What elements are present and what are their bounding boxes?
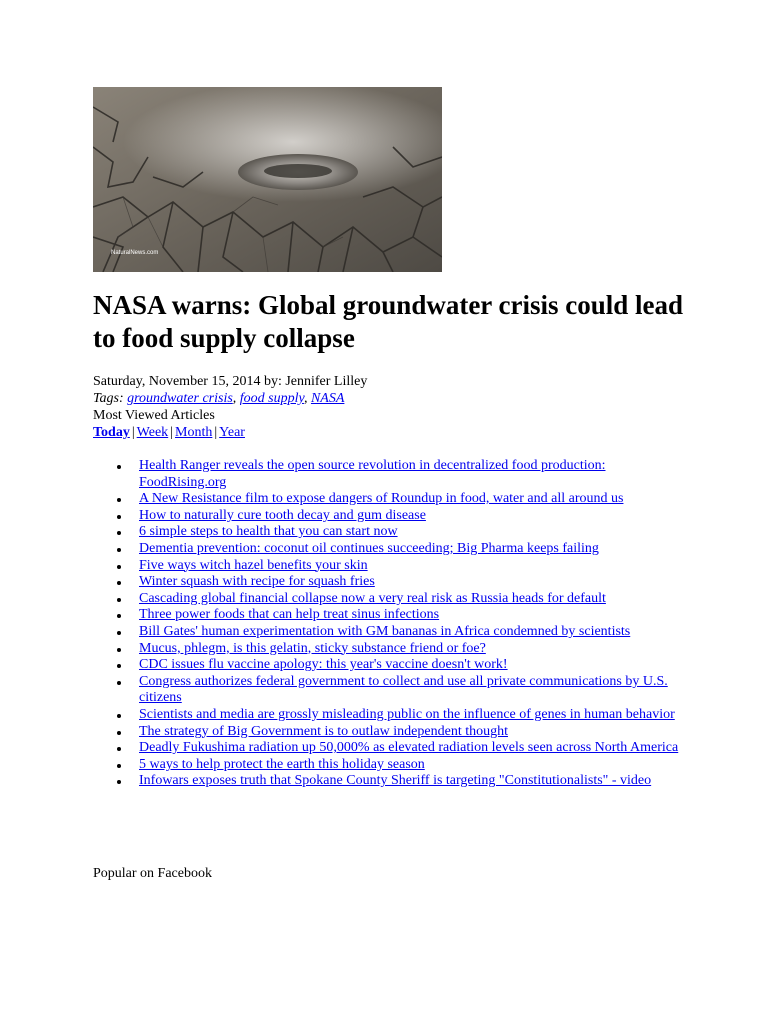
list-item	[93, 624, 683, 641]
tag-link[interactable]: NASA	[310, 391, 345, 406]
list-item	[93, 757, 683, 774]
list-item	[93, 524, 683, 541]
tab-separator: |	[214, 425, 218, 440]
list-item	[93, 773, 683, 790]
image-credit: NaturalNews.com	[111, 250, 159, 256]
article-link[interactable]: 5 ways to help protect the earth this holiday season	[139, 756, 425, 772]
tab-separator: |	[131, 425, 135, 440]
article-title: NASA warns: Global groundwater crisis could lead to food supply collapse	[93, 290, 684, 353]
list-item	[93, 458, 683, 491]
list-item	[93, 641, 683, 658]
list-item	[93, 574, 683, 591]
list-item	[93, 607, 683, 624]
article-link[interactable]: Dementia prevention: coconut oil continues succeeding; Big Pharma keeps failing	[139, 540, 599, 556]
tab-year[interactable]: Year	[219, 425, 245, 440]
article-link[interactable]: How to naturally cure tooth decay and gum disease	[139, 507, 426, 523]
list-item	[93, 724, 683, 741]
article-link[interactable]: Mucus, phlegm, is this gelatin, sticky substance friend or foe?	[139, 640, 486, 656]
article-link[interactable]: Congress authorizes federal government to collect and use all private communications by U.S. citizens	[139, 673, 668, 706]
tag-link[interactable]: food supply	[239, 391, 304, 406]
date-byline: Saturday, November 15, 2014 by: Jennifer Lilley	[93, 374, 368, 389]
hero-image	[93, 87, 442, 272]
popular-on-facebook-heading: Popular on Facebook	[93, 866, 212, 881]
article-link[interactable]: Bill Gates' human experimentation with GM bananas in Africa condemned by scientists	[139, 623, 631, 639]
list-item	[93, 707, 683, 724]
article-link[interactable]: Health Ranger reveals the open source revolution in decentralized food production: FoodRising.org	[139, 458, 606, 490]
article-link[interactable]: Deadly Fukushima radiation up 50,000% as elevated radiation levels seen across North America	[139, 740, 679, 756]
list-item	[93, 508, 683, 525]
tab-today[interactable]: Today	[93, 425, 130, 440]
article-link[interactable]: Three power foods that can help treat sinus infections	[139, 607, 440, 623]
article-link[interactable]: CDC issues flu vaccine apology: this year's vaccine doesn't work!	[139, 657, 508, 673]
list-item	[93, 591, 683, 608]
list-item	[93, 740, 683, 757]
article-link[interactable]: The strategy of Big Government is to outlaw independent thought	[139, 723, 508, 739]
article-link[interactable]: Scientists and media are grossly misleading public on the influence of genes in human behavior	[139, 706, 675, 722]
article-meta	[93, 373, 693, 441]
tab-week[interactable]: Week	[136, 425, 169, 440]
cracked-earth-illustration	[93, 87, 442, 272]
article-link[interactable]: 6 simple steps to health that you can start now	[139, 524, 398, 540]
article-link[interactable]: Infowars exposes truth that Spokane County Sheriff is targeting "Constitutionalists" - video	[139, 773, 652, 789]
list-item	[93, 674, 683, 707]
tags-line: Tags: groundwater crisis, food supply, NASA	[93, 391, 345, 406]
list-item	[93, 491, 683, 508]
tags-label: Tags:	[93, 391, 124, 406]
tag-link[interactable]: groundwater crisis	[127, 391, 233, 406]
most-viewed-heading: Most Viewed Articles	[93, 408, 215, 423]
tab-separator: |	[170, 425, 173, 440]
most-viewed-list	[93, 458, 683, 790]
list-item	[93, 657, 683, 674]
period-tabs	[93, 424, 693, 441]
list-item	[93, 558, 683, 575]
list-item	[93, 541, 683, 558]
article-link[interactable]: A New Resistance film to expose dangers of Roundup in food, water and all around us	[139, 491, 624, 507]
tab-month[interactable]: Month	[175, 425, 213, 440]
article-link[interactable]: Winter squash with recipe for squash fries	[139, 574, 375, 590]
article-link[interactable]: Five ways witch hazel benefits your skin	[139, 557, 368, 573]
article-link[interactable]: Cascading global financial collapse now a very real risk as Russia heads for default	[139, 590, 606, 606]
